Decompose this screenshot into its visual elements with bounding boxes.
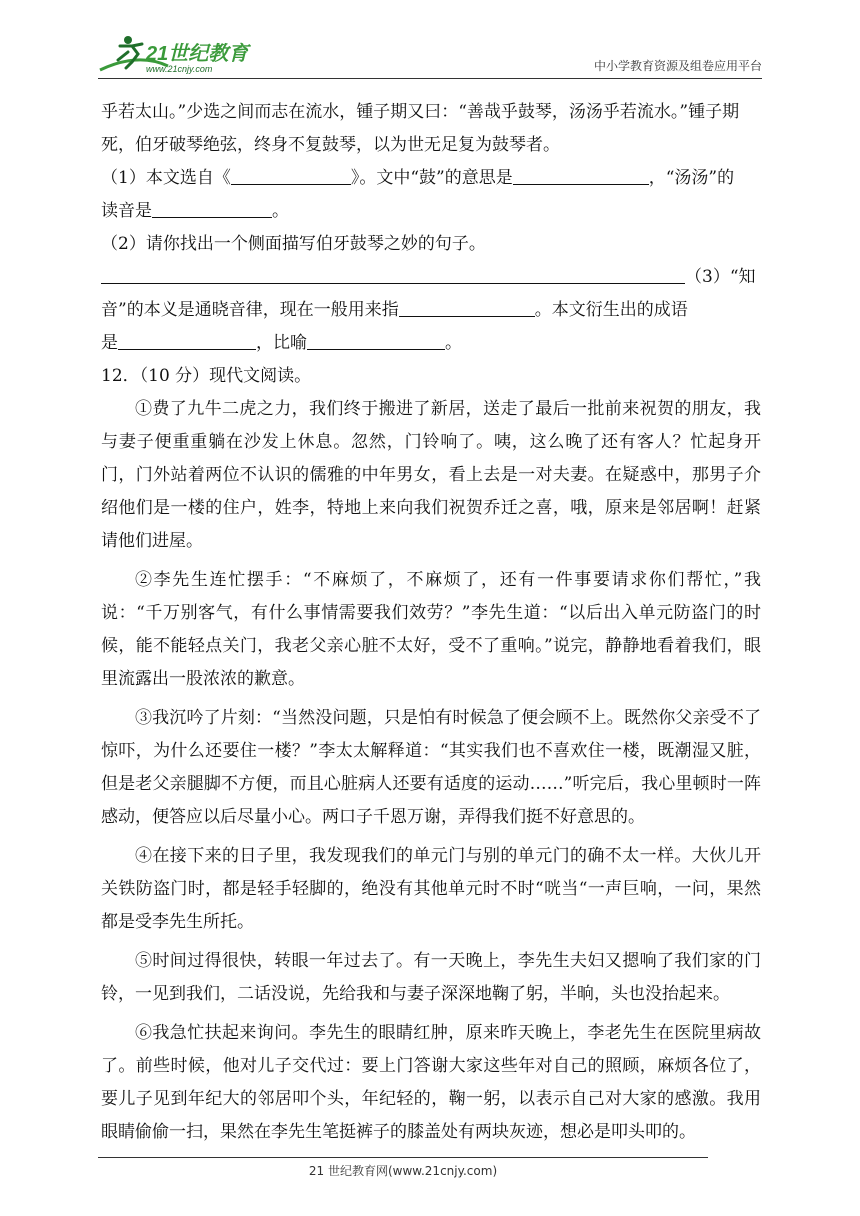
question-3-line-a	[101, 294, 761, 327]
passage-line-1: 乎若太山。”少选之间而志在流水，锺子期又曰：“善哉乎鼓琴，汤汤乎若流水。”锺子期	[101, 102, 740, 122]
q1-text-c: ，“汤汤”的	[648, 168, 735, 188]
q1-source-blank[interactable]	[231, 164, 351, 185]
paragraph-1: ①费了九牛二虎之力，我们终于搬进了新居，送走了最后一批前来祝贺的朋友，我与妻子便重重躺在沙发上休息。忽然，门铃响了。咦，这么晚了还有客人？忙起身开门，门外站着两位不认识的儒雅的中年男女，看上去是一对夫妻。在疑惑中，那男子介绍他们是一楼的住户，姓李，特地上来向我们祝贺乔迁之喜，哦，原来是邻居啊！赶紧请他们进屋。	[101, 399, 761, 551]
paragraph-6: ⑥我急忙扶起来询问。李先生的眼睛红肿，原来昨天晚上，李老先生在医院里病故了。前些时候，他对儿子交代过：要上门答谢大家这些年对自己的照顾，麻烦各位了，要儿子见到年纪大的邻居叩个头，年纪轻的，鞠一躬，以表示自己对大家的感激。我用眼睛偷偷一扫，果然在李先生笔挺裤子的膝盖处有两块灰迹，想必是叩头叩的。	[101, 1023, 761, 1142]
q1-text-e: 。	[272, 201, 289, 221]
question-2-line: （2）请你找出一个侧面描写伯牙鼓琴之妙的句子。	[101, 234, 486, 254]
q1-text-d: 读音是	[101, 201, 152, 221]
passage-line-2: 死，伯牙破琴绝弦，终身不复鼓琴，以为世无足复为鼓琴者。	[101, 135, 560, 155]
page-header	[98, 32, 762, 79]
footer-text: 21 世纪教育网(www.21cnjy.com)	[308, 1164, 498, 1178]
q3-zhiyin-meaning-blank[interactable]	[399, 296, 535, 317]
platform-tagline: 中小学教育资源及组卷应用平台	[593, 59, 762, 73]
q1-gu-meaning-blank[interactable]	[513, 164, 649, 185]
question-3-line-b	[101, 327, 761, 360]
footer-rule	[98, 1157, 708, 1158]
logo-main-text: 21世纪教育	[146, 43, 249, 65]
q2-answer-blank[interactable]	[101, 263, 685, 284]
document-body	[101, 96, 761, 1149]
q3-text-e: ，比喻	[256, 333, 307, 353]
runner-logo-icon	[98, 32, 268, 76]
q1-text-a: （1）本文选自《	[101, 168, 231, 188]
q3-metaphor-blank[interactable]	[307, 329, 445, 350]
q3-text-c: 。本文衍生出的成语	[534, 300, 688, 320]
logo-url-text: www.21cnjy.com	[146, 64, 213, 74]
paragraph-5: ⑤时间过得很快，转眼一年过去了。有一天晚上，李先生夫妇又摁响了我们家的门铃，一见到我们，二话没说，先给我和与妻子深深地鞠了躬，半晌，头也没抬起来。	[101, 951, 761, 1004]
paragraph-2: ②李先生连忙摆手：“不麻烦了，不麻烦了，还有一件事要请求你们帮忙，”我说：“千万别客气，有什么事情需要我们效劳？”李先生道：“以后出入单元防盗门的时候，能不能轻点关门，我老父亲心脏不太好，受不了重响。”说完，静静地看着我们，眼里流露出一股浓浓的歉意。	[101, 570, 761, 689]
paragraph-4: ④在接下来的日子里，我发现我们的单元门与别的单元门的确不太一样。大伙儿开关铁防盗门时，都是轻手轻脚的，绝没有其他单元时不时“咣当“一声巨响，一问，果然都是受李先生所托。	[101, 846, 761, 932]
question-1-line-a	[101, 162, 761, 195]
q1-pronunciation-blank[interactable]	[152, 197, 272, 218]
section-12-heading: 12．（10 分）现代文阅读。	[101, 366, 312, 386]
q1-text-b: 》。文中“鼓”的意思是	[350, 168, 513, 188]
q3-text-b: 音”的本义是通晓音律，现在一般用来指	[101, 300, 399, 320]
q3-text-d: 是	[101, 333, 118, 353]
q3-idiom-blank[interactable]	[118, 329, 256, 350]
q3-text-f: 。	[445, 333, 462, 353]
site-logo	[98, 32, 268, 76]
question-1-line-b	[101, 195, 761, 228]
question-2-answer-line	[101, 261, 761, 294]
paragraph-3: ③我沉吟了片刻：“当然没问题，只是怕有时候急了便会顾不上。既然你父亲受不了惊吓，为什么还要住一楼？”李太太解释道：“其实我们也不喜欢住一楼，既潮湿又脏，但是老父亲腿脚不方便，而且心脏病人还要有适度的运动……”听完后，我心里顿时一阵感动，便答应以后尽量小心。两口子千恩万谢，弄得我们挺不好意思的。	[101, 708, 761, 827]
q3-text-a: （3）“知	[685, 267, 756, 287]
